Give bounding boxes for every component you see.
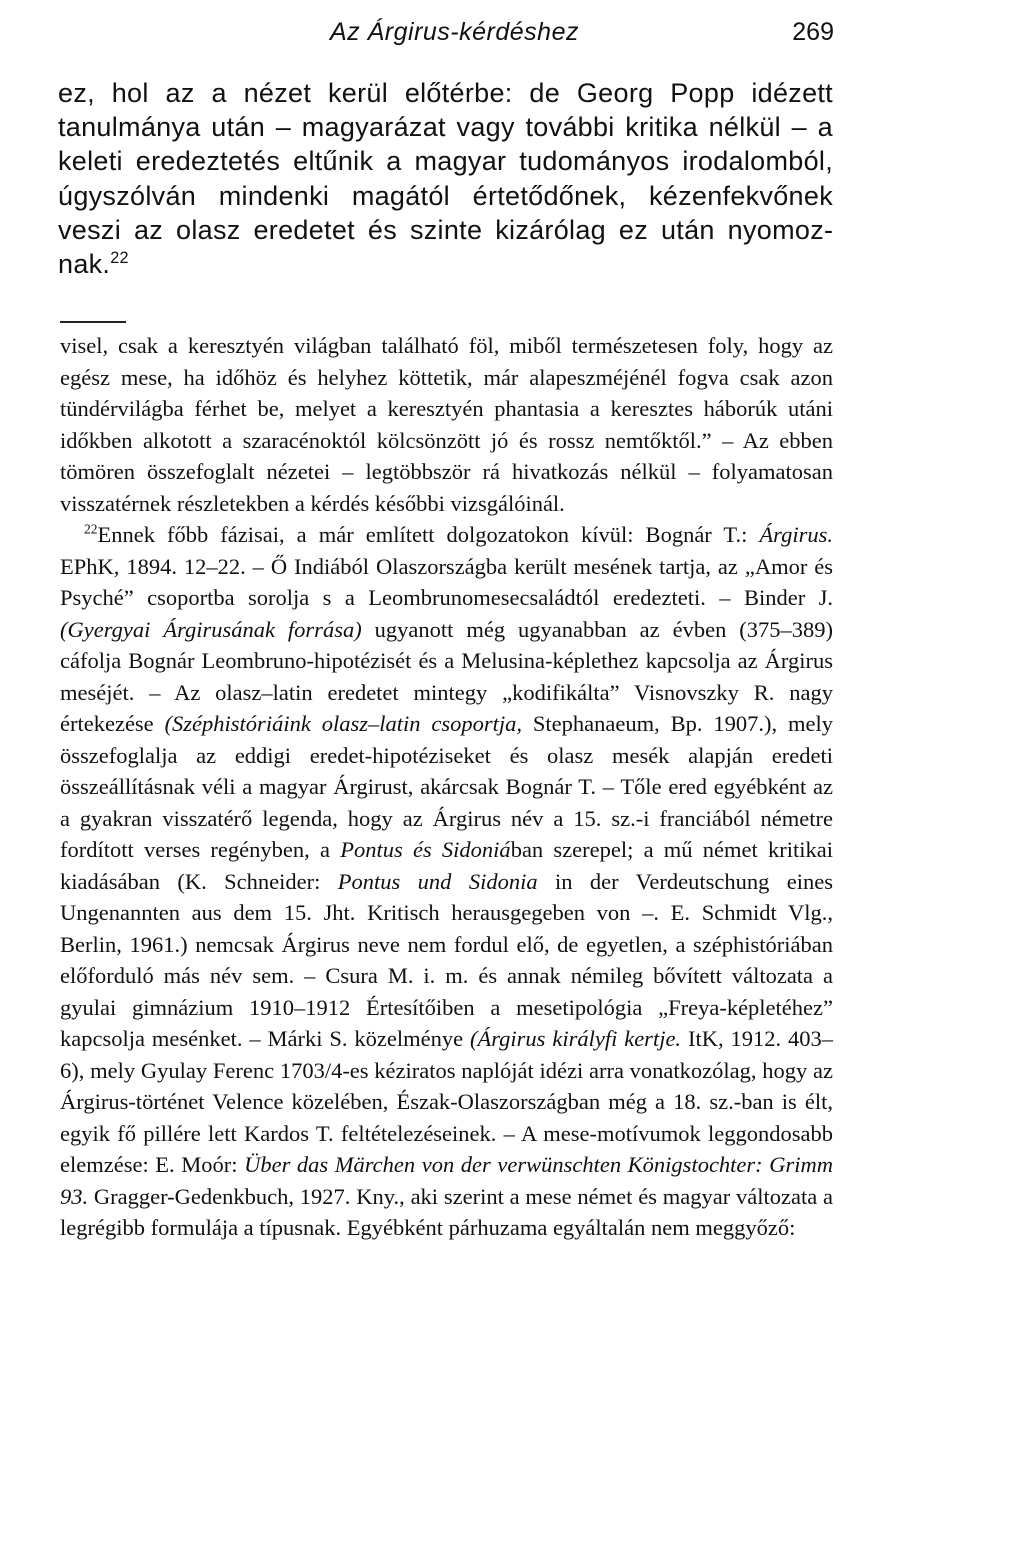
cited-title: Pontus und Sidonia bbox=[337, 868, 538, 894]
footnote-text: EPhK, 1894. 12–22. – Ő Indiából Olaszországba került mesének tartja, az „Amor és Psyché” csoportba sorolja s a Leombrunomesecsaládtól eredezteti. – Binder J. bbox=[60, 553, 833, 610]
main-paragraph bbox=[58, 76, 833, 281]
cited-title: Árgirus. bbox=[759, 522, 833, 547]
footnote-text: ItK, 1912. 403–6), mely Gyulay Ferenc 1703/4-es kéziratos naplóját idézi arra vonatkozólag, hogy az Árgirus-történet Velence közelében, Észak-Olaszországban még a 18. sz.-ban is élt, egyik fő pillére lett Kardos T. feltételezéseinek. – A mese-motívumok leggondosabb elemzése: E. Moór: bbox=[60, 1026, 833, 1177]
main-paragraph-text: ez, hol az a nézet kerül előtérbe: de Georg Popp idézett tanulmánya után – magyarázat vagy további kritika nélkül – a keleti eredeztetés eltűnik a magyar tudományos irodalomból, úgyszólván mindenki magától értetődőnek, kézenfekvőnek veszi az olasz eredetet és szinte kizárólag ez után nyomoznak. bbox=[58, 78, 833, 280]
cited-title: (Széphistóriáink olasz–latin csoportja, bbox=[164, 711, 522, 736]
footnote-continuation bbox=[60, 330, 833, 519]
footnote-text: ugyanott még ugyanabban az évben (375–389) cáfolja Bognár Leombruno-hipotézisét és a Melusina-képlethez kapcsolja az Árgirus meséjét. – Az olasz–latin eredetet mintegy „kodifikálta” Visnovszky R. nagy értekezése bbox=[60, 616, 833, 736]
cited-title: Pontus és Sidoniá bbox=[340, 837, 511, 862]
page-header bbox=[0, 12, 1024, 52]
footnote-number: 22 bbox=[84, 521, 98, 537]
footnote-reference: 22 bbox=[110, 249, 129, 268]
cited-title: (Gyergyai Árgirusának forrása) bbox=[60, 616, 362, 642]
footnote-text: in der Verdeutschung eines Ungenannten aus dem 15. Jht. Kritisch herausgegeben von –. E. Schmidt Vlg., Berlin, 1961.) nemcsak Árgirus neve nem fordul elő, de egyetlen, a széphistóriában előforduló más név sem. – Csura M. i. m. és annak némileg bővített változata a gyulai gimnázium 1910–1912 Értesítőiben a mesetipológia „Freya-képletéhez” kapcsolja mesénket. – Márki S. közelménye bbox=[60, 868, 833, 1051]
footnote-text: Gragger-Gedenkbuch, 1927. Kny., aki szerint a mese német és magyar változata a legrégibb formulája a típusnak. Egyébként párhuzama egyáltalán nem meggyőző: bbox=[60, 1183, 833, 1240]
page-number: 269 bbox=[792, 18, 834, 46]
cited-title: (Árgirus királyfi kertje. bbox=[470, 1026, 682, 1051]
footnote-separator-rule bbox=[60, 321, 126, 323]
footnote-text: Stephanaeum, Bp. 1907.), mely összefoglalja az eddigi eredet-hipotéziseket és olasz mesék alapján eredeti összeállításnak véli a magyar Árgirust, akárcsak Bognár T. – Tőle ered egyébként az a gyakran visszatérő legenda, hogy az Árgirus név a 15. sz.-i franciából németre fordított verses regényben, a bbox=[60, 711, 833, 862]
cited-title: Über das Märchen von der verwünschten Königstochter: Grimm 93. bbox=[60, 1152, 834, 1209]
running-title: Az Árgirus-kérdéshez bbox=[330, 18, 579, 46]
footnote-22 bbox=[60, 519, 833, 1244]
footnote-text: Ennek főbb fázisai, a már említett dolgozatokon kívül: Bognár T.: bbox=[97, 522, 760, 547]
footnote-continuation-text: visel, csak a keresztyén világban található föl, miből természetesen foly, hogy az egész mese, ha időhöz és helyhez köttetik, már alapeszméjénél fogva csak azon tündérvilágba férhet be, melyet a keresztyén phantasia a keresztes háborúk utáni időkben alkotott a szaracénoktól kölcsönzött jó és rossz nemtőktől.” – Az ebben tömören összefoglalt nézetei – legtöbbször rá hivatkozás nélkül – folyamatosan visszatérnek részletekben a kérdés későbbi vizsgálóinál. bbox=[60, 333, 833, 516]
footnotes-section bbox=[60, 330, 833, 1244]
footnote-text: ban szerepel; a mű német kritikai kiadásában (K. Schneider: bbox=[60, 837, 833, 894]
